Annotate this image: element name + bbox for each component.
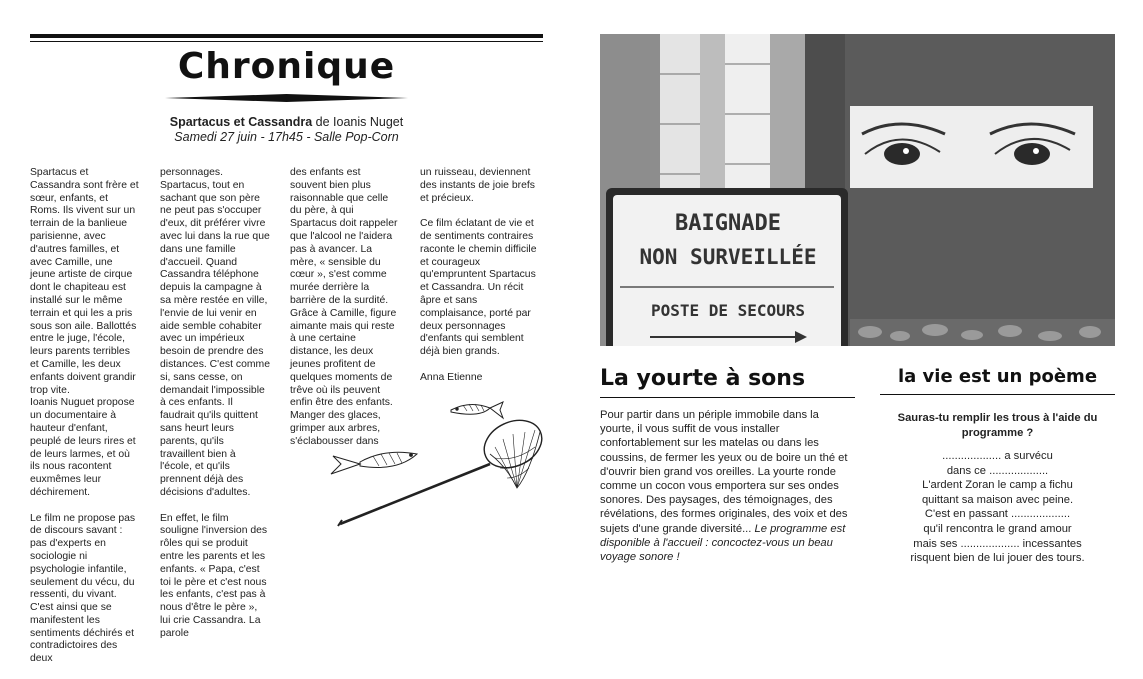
yourte-text bbox=[600, 408, 855, 564]
header-rule-thin bbox=[30, 41, 543, 42]
page-title: Chronique bbox=[177, 46, 396, 87]
poem bbox=[880, 449, 1115, 566]
paragraph: Spartacus et Cassandra sont frère et sœur, enfants, et Roms. Ils vivent sur un terrain de la banlieue parisienne, avec d'autres familles, et avec Camille, une jeune artiste de cirque dont le chapiteau est installé sur le même terrain et qui les a pris sous son aile. Ballottés entre le juge, l'école, leurs parents terribles et Camille, les deux enfants doivent grandir trop vite. bbox=[30, 167, 139, 396]
film-director: de Ioanis Nuget bbox=[312, 115, 404, 129]
film-date: Samedi 27 juin - 17h45 - Salle Pop-Corn bbox=[174, 130, 399, 144]
paragraph: un ruisseau, deviennent des instants de joie brefs et précieux. bbox=[420, 167, 535, 204]
section-rule bbox=[600, 397, 855, 398]
poem-line: quittant sa maison avec peine. bbox=[921, 493, 1074, 506]
poem-question: Sauras-tu remplir les trous à l'aide du programme ? bbox=[897, 412, 1098, 439]
section-rule bbox=[880, 394, 1115, 395]
paragraph: Pour partir dans un périple immobile dans la yourte, il vous suffit de vous installer confortablement sur les matelas ou dans les coussins, de fermer les yeux ou de boire un thé et d'ouvrir bien grand vos oreilles. La yourte ronde comme un cocon vous emportera sur ses ondes sonores. Des paysages, des témoignages, des révélations, des formes originales, des voix et des sujets d'une grande diversité... bbox=[600, 409, 848, 535]
article-author: Anna Etienne bbox=[420, 371, 483, 383]
fish-net-illustration bbox=[285, 392, 550, 532]
title-divider bbox=[165, 93, 408, 103]
yourte-note: Le programme est disponible à l'accueil : concoctez-vous un beau voyage sonore ! bbox=[600, 522, 846, 564]
article-column-2 bbox=[160, 167, 270, 653]
paragraph: En effet, le film souligne l'inversion des rôles qui se produit entre les parents et les enfants. « Papa, c'est toi le père et c'est nous les enfants, c'est pas à nous d'être le père », lui crie Cassandra. La parole bbox=[160, 512, 268, 639]
article-column-1 bbox=[30, 167, 140, 679]
film-title: Spartacus et Cassandra bbox=[169, 115, 313, 129]
poem-line: C'est en passant ................... bbox=[924, 508, 1071, 521]
poem-line: risquent bien de lui jouer des tours. bbox=[910, 552, 1085, 565]
paragraph: Ioanis Nuguet propose un documentaire à hauteur d'enfant, peuplé de leurs rires et de leurs larmes, et où ils nous racontent euxmêmes leur déchirement. bbox=[30, 397, 136, 498]
paragraph: Le film ne propose pas de discours savant : pas d'experts en sociologie ni psychologie infantile, seulement du vécu, du ressenti, du vivant. C'est ainsi que se manifestent les sentiments déchirés et contradictoires des deux bbox=[30, 512, 136, 665]
poem-line: qu'il rencontra le grand amour bbox=[923, 522, 1072, 535]
paragraph: Ce film éclatant de vie et de sentiments contraires raconte le chemin difficile et courageux qu'empruntent Spartacus et Cassandra. Un récit âpre et sans complaisance, porté par deux personnages d'enfants qui semblent déjà bien grands. bbox=[420, 218, 537, 358]
sign-text-line1: BAIGNADE bbox=[675, 211, 781, 236]
section-title-poeme: la vie est un poème bbox=[897, 366, 1098, 387]
header-rule-thick bbox=[30, 34, 543, 38]
poem-line: mais ses ................... incessantes bbox=[913, 537, 1082, 550]
paragraph: des enfants est souvent bien plus raisonnable que celle du père, à qui Spartacus doit rappeler que l'alcool ne l'aidera pas à avancer. La mère, « sensible du cœur », s'est comme murée derrière la barrière de la surdité. Grâce à Camille, figure aimante mais qui reste à une certaine distance, les deux jeunes profitent de quelques moments de trêve où ils peuvent enfin être des enfants. Manger des glaces, grimper aux arbres, s'éclabousser dans bbox=[290, 167, 398, 447]
film-info bbox=[30, 115, 543, 145]
poem-line: dans ce ................... bbox=[946, 464, 1049, 477]
section-title-yourte: La yourte à sons bbox=[600, 366, 806, 391]
sign-text-line3: POSTE DE SECOURS bbox=[650, 301, 806, 320]
beach-sign-photo bbox=[600, 34, 1115, 346]
sign-text-line2: NON SURVEILLÉE bbox=[639, 245, 817, 269]
article-column-4 bbox=[420, 167, 540, 397]
poem-line: ................... a survécu bbox=[942, 450, 1053, 462]
poem-line: L'ardent Zoran le camp a fichu bbox=[922, 479, 1073, 492]
paragraph: personnages. Spartacus, tout en sachant que son père ne peut pas s'occuper d'eux, dit préférer vivre avec lui dans la rue que dans une famille d'accueil. Quand Cassandra téléphone depuis la campagne à sa mère restée en ville, l'envie de lui venir en aide semble cohabiter avec un impérieux besoin de prendre des distances. C'est comme si, sans cesse, on demandait l'impossible à ces enfants. Il faudrait qu'ils quittent sans heurt leurs parents, qu'ils travaillent bien à l'école, et qu'ils prennent déjà des décisions d'adultes. bbox=[160, 167, 270, 498]
